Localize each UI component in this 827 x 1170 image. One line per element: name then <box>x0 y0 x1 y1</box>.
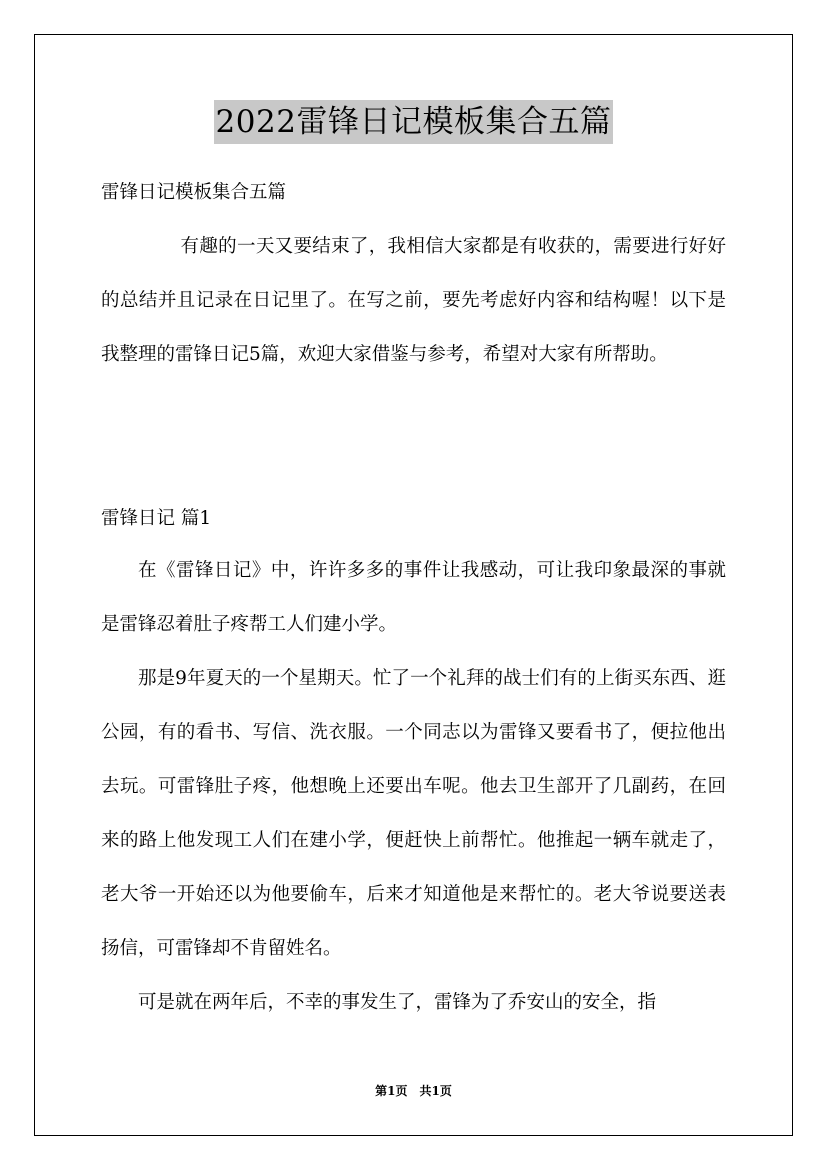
document-subtitle: 雷锋日记模板集合五篇 <box>101 182 287 203</box>
body-paragraph-1: 在《雷锋日记》中，许许多多的事件让我感动，可让我印象最深的事就是雷锋忍着肚子疼帮工人们建小学。 <box>101 560 726 635</box>
intro-block <box>101 220 726 382</box>
body-block <box>101 544 726 1030</box>
section-heading: 雷锋日记 篇1 <box>101 508 212 529</box>
intro-paragraph: 有趣的一天又要结束了，我相信大家都是有收获的，需要进行好好的总结并且记录在日记里了。在写之前，要先考虑好内容和结构喔！以下是我整理的雷锋日记5篇，欢迎大家借鉴与参考，希望对大家有所帮助。 <box>101 236 726 365</box>
title-container <box>0 100 827 144</box>
page-footer <box>0 1083 827 1099</box>
body-paragraph-3: 可是就在两年后，不幸的事发生了，雷锋为了乔安山的安全，指 <box>138 992 657 1013</box>
body-paragraph-2: 那是9年夏天的一个星期天。忙了一个礼拜的战士们有的上街买东西、逛公园，有的看书、写信、洗衣服。一个同志以为雷锋又要看书了，便拉他出去玩。可雷锋肚子疼，他想晚上还要出车呢。他去卫生部开了几副药，在回来的路上他发现工人们在建小学，便赶快上前帮忙。他推起一辆车就走了，老大爷一开始还以为他要偷车，后来才知道他是来帮忙的。老大爷说要送表扬信，可雷锋却不肯留姓名。 <box>101 668 726 959</box>
page-number-label: 第1页 共1页 <box>375 1084 452 1098</box>
document-title: 2022雷锋日记模板集合五篇 <box>214 100 614 144</box>
